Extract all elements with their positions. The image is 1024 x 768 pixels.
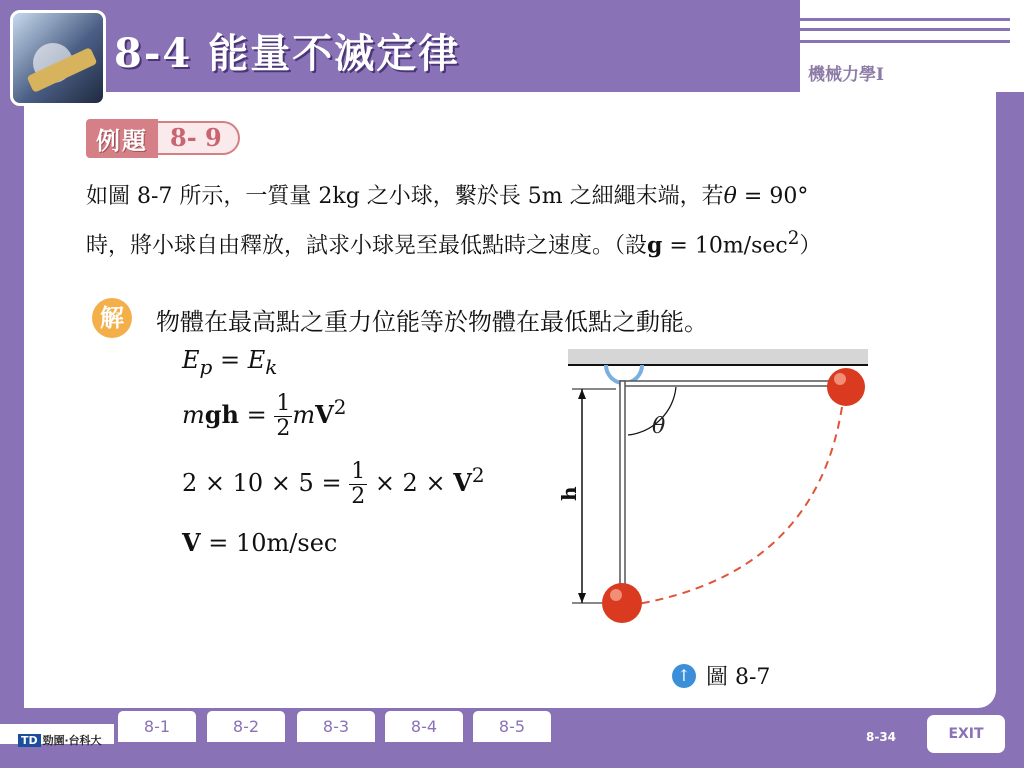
nav-tab-8-5[interactable]: 8-5 [470, 708, 554, 742]
course-label: 機械力學I [808, 65, 884, 85]
page-title: 8-4 能量不滅定律 [114, 30, 461, 77]
header-line [800, 40, 1010, 43]
h-label: h [557, 486, 581, 501]
rope-horizontal [620, 381, 840, 386]
chapter-thumbnail [10, 10, 106, 106]
header-line [800, 18, 1010, 21]
pendulum-figure [557, 345, 880, 635]
solution-icon: 解 [92, 298, 132, 338]
bottom-frame-strip [0, 740, 1024, 768]
equation-numeric: 2 × 10 × 5 = $\frac{1}{2}$ × $2 \times V^2$ [182, 459, 485, 509]
arrow-up-icon[interactable]: ↑ [672, 664, 696, 688]
exit-button[interactable]: EXIT [924, 712, 1008, 756]
example-number: 8- 9 [158, 121, 240, 155]
publisher-logo: TD 勁園‧台科大 [18, 732, 101, 748]
question-line-2: 時，將小球自由釋放，試求小球晃至最低點時之速度。（設$g = 10m/\sec^2$） [86, 228, 822, 259]
header-line [800, 28, 1010, 31]
question-text [86, 176, 956, 267]
theta-label: θ [652, 414, 666, 439]
ball-start [827, 368, 865, 406]
nav-tab-8-3[interactable]: 8-3 [294, 708, 378, 742]
solution-statement: 物體在最高點之重力位能等於物體在最低點之動能。 [156, 308, 708, 336]
ceiling-support [568, 349, 868, 365]
ball-bottom [602, 583, 642, 623]
left-frame-band [0, 86, 24, 416]
equation-energy: $E_p = E_k$ [182, 346, 278, 379]
nav-tab-8-2[interactable]: 8-2 [204, 708, 288, 742]
equation-result: V = 10m/sec [182, 528, 338, 557]
equation-substitution: mgh = $\frac{1}{2}$ $mV^2$ [182, 391, 347, 441]
figure-caption: ↑ 圖 8-7 [672, 660, 770, 691]
example-tag [86, 120, 240, 156]
page-number: 8-34 [866, 730, 897, 744]
example-label: 例題 [86, 119, 158, 158]
rope-vertical [620, 381, 625, 603]
nav-tab-8-4[interactable]: 8-4 [382, 708, 466, 742]
nav-tab-8-1[interactable]: 8-1 [115, 708, 199, 742]
question-line-1: 如圖 8-7 所示，一質量 2kg 之小球，繫於長 5m 之細繩末端，若θ = 90° [86, 184, 809, 209]
